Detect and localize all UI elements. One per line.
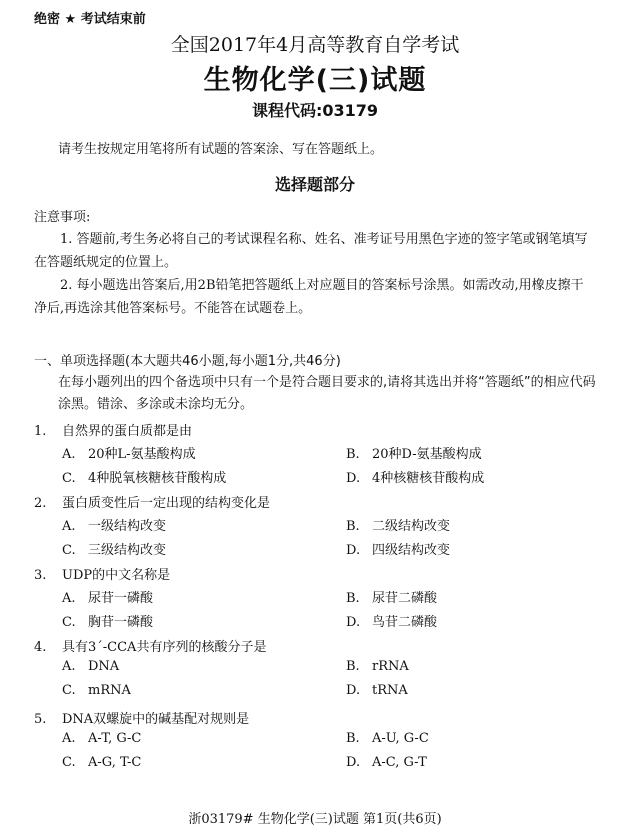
option-letter: A. xyxy=(62,447,76,462)
answer-option xyxy=(62,443,196,462)
option-letter: C. xyxy=(62,683,76,698)
attention-label: 注意事项: xyxy=(34,210,91,225)
question-stem xyxy=(34,636,266,655)
notice-text: 请考生按规定用笔将所有试题的答案涂、写在答题纸上。 xyxy=(58,142,384,157)
question-text: 具有3´-CCA共有序列的核酸分子是 xyxy=(62,640,267,655)
part-instruction: 在每小题列出的四个备选项中只有一个是符合题目要求的,请将其选出并将“答题纸”的相应代码涂黑。错涂、多涂或未涂均无分。 xyxy=(58,375,596,412)
option-text: 4种核糖核苷酸构成 xyxy=(372,471,485,486)
answer-option xyxy=(62,611,153,630)
option-letter: B. xyxy=(346,519,360,534)
answer-option xyxy=(62,659,119,674)
attention-item-2: 2. 每小题选出答案后,用2B铅笔把答题纸上对应题目的答案标号涂黑。如需改动,用橡皮擦干净后,再选涂其他答案标号。不能答在试题卷上。 xyxy=(34,278,584,316)
option-text: 20种D-氨基酸构成 xyxy=(372,447,482,462)
question-number: 5. xyxy=(34,712,47,727)
option-letter: B. xyxy=(346,591,360,606)
answer-option xyxy=(346,731,429,746)
option-text: 三级结构改变 xyxy=(88,543,167,558)
option-text: 四级结构改变 xyxy=(372,543,451,558)
option-letter: C. xyxy=(62,471,76,486)
part-heading: 一、单项选择题(本大题共46小题,每小题1分,共46分) xyxy=(34,354,341,369)
question-stem xyxy=(34,564,170,583)
page-title: 生物化学(三)试题 xyxy=(203,65,427,96)
option-letter: C. xyxy=(62,543,76,558)
answer-option xyxy=(346,659,409,674)
answer-option xyxy=(62,539,166,558)
option-letter: D. xyxy=(346,543,361,558)
answer-option xyxy=(62,731,141,746)
answer-option xyxy=(346,683,408,698)
option-text: rRNA xyxy=(372,659,409,674)
section-title: 选择题部分 xyxy=(274,175,355,194)
question-text: UDP的中文名称是 xyxy=(62,568,171,583)
attention-item-1: 1. 答题前,考生务必将自己的考试课程名称、姓名、准考证号用黑色字迹的签字笔或钢笔填写在答题纸规定的位置上。 xyxy=(34,232,588,270)
option-letter: A. xyxy=(62,731,76,746)
option-text: 胸苷一磷酸 xyxy=(88,615,154,630)
answer-option xyxy=(346,515,450,534)
page-footer: 浙03179# 生物化学(三)试题 第1页(共6页) xyxy=(188,812,442,827)
option-text: 尿苷二磷酸 xyxy=(372,591,438,606)
question-number: 2. xyxy=(34,496,47,511)
option-text: 4种脱氧核糖核苷酸构成 xyxy=(88,471,227,486)
option-text: mRNA xyxy=(88,683,131,698)
option-letter: A. xyxy=(62,659,76,674)
question-number: 4. xyxy=(34,640,47,655)
option-letter: A. xyxy=(62,519,76,534)
answer-option xyxy=(346,611,437,630)
question-text: 自然界的蛋白质都是由 xyxy=(62,424,193,439)
answer-option xyxy=(346,755,427,770)
option-letter: C. xyxy=(62,755,76,770)
course-code: 课程代码:03179 xyxy=(251,101,379,120)
option-text: A-C, G-T xyxy=(372,755,427,770)
answer-option xyxy=(62,755,141,770)
option-text: A-T, G-C xyxy=(88,731,142,746)
option-text: tRNA xyxy=(372,683,408,698)
question-text: DNA双螺旋中的碱基配对规则是 xyxy=(62,712,250,727)
question-stem xyxy=(34,420,192,439)
option-letter: B. xyxy=(346,731,360,746)
answer-option xyxy=(346,467,484,486)
option-text: A-U, G-C xyxy=(372,731,429,746)
option-text: 一级结构改变 xyxy=(88,519,167,534)
option-letter: A. xyxy=(62,591,76,606)
answer-option xyxy=(62,587,153,606)
answer-option xyxy=(346,539,450,558)
option-letter: D. xyxy=(346,755,361,770)
answer-option xyxy=(62,683,131,698)
question-number: 1. xyxy=(34,424,47,439)
answer-option xyxy=(346,587,437,606)
question-stem xyxy=(34,708,249,727)
question-number: 3. xyxy=(34,568,47,583)
option-text: 鸟苷二磷酸 xyxy=(372,615,438,630)
option-text: A-G, T-C xyxy=(88,755,142,770)
option-text: 尿苷一磷酸 xyxy=(88,591,154,606)
answer-option xyxy=(62,515,166,534)
option-letter: D. xyxy=(346,615,361,630)
option-letter: B. xyxy=(346,447,360,462)
secret-label: 绝密 ★ 考试结束前 xyxy=(34,12,146,27)
question-stem xyxy=(34,492,270,511)
option-letter: B. xyxy=(346,659,360,674)
option-letter: C. xyxy=(62,615,76,630)
exam-line: 全国2017年4月高等教育自学考试 xyxy=(170,34,460,56)
option-text: 20种L-氨基酸构成 xyxy=(88,447,196,462)
option-text: DNA xyxy=(88,659,120,674)
answer-option xyxy=(62,467,226,486)
option-letter: D. xyxy=(346,683,361,698)
option-text: 二级结构改变 xyxy=(372,519,451,534)
option-letter: D. xyxy=(346,471,361,486)
question-text: 蛋白质变性后一定出现的结构变化是 xyxy=(62,496,271,511)
answer-option xyxy=(346,443,482,462)
